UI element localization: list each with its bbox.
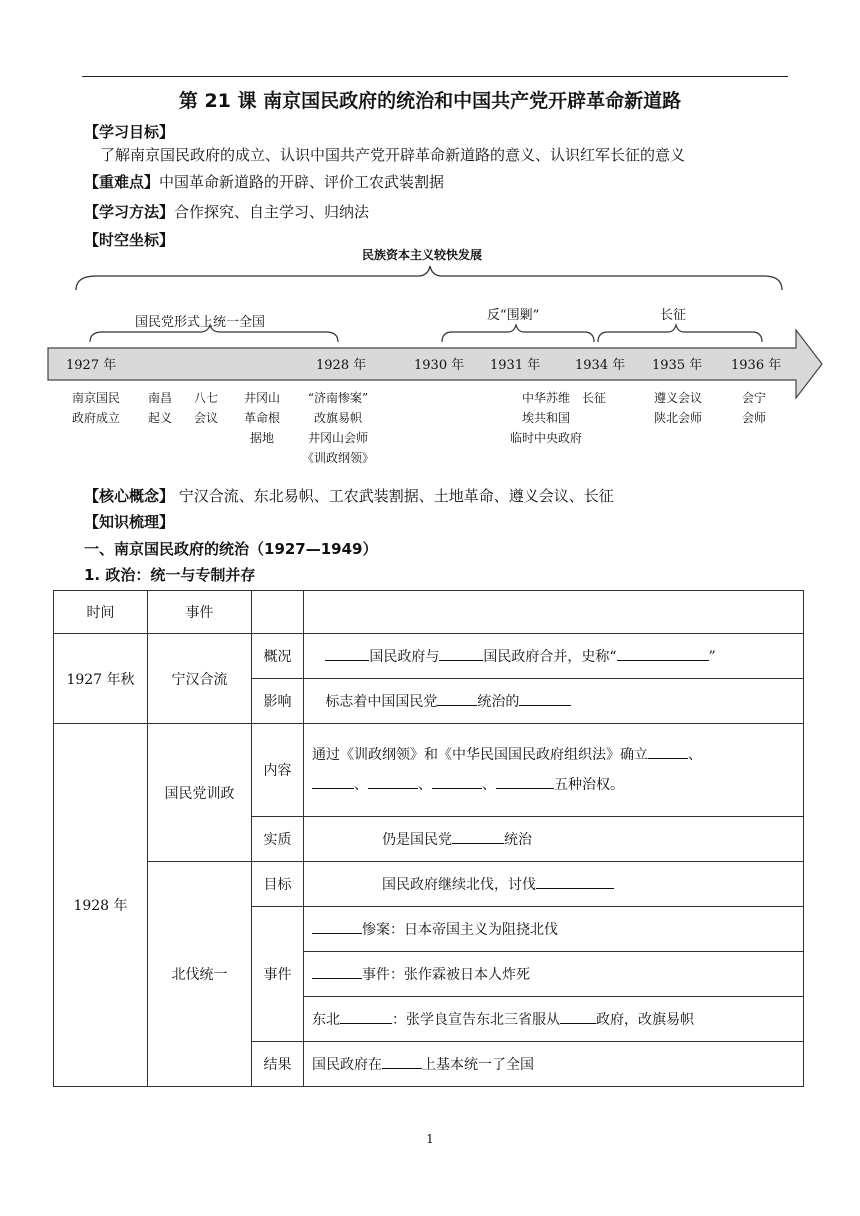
event-label: 会宁 会师 bbox=[741, 391, 766, 425]
page-title: 第 21 课 南京国民政府的统治和中国共产党开辟革命新道路 bbox=[178, 90, 682, 112]
page-number: 1 bbox=[426, 1132, 434, 1146]
key-text: 中国革命新道路的开辟、评价工农武装割据 bbox=[159, 173, 445, 191]
part1-title: 一、南京国民政府的统治（1927—1949） bbox=[84, 540, 378, 558]
year-label: 1936 年 bbox=[731, 358, 782, 373]
content-cell bbox=[304, 724, 804, 817]
blank[interactable] bbox=[432, 774, 482, 789]
blank[interactable] bbox=[452, 829, 504, 844]
content-cell bbox=[304, 679, 804, 724]
blank[interactable] bbox=[382, 1054, 422, 1069]
review-heading bbox=[84, 511, 174, 532]
event-label: 井冈山 革命根 据地 bbox=[243, 391, 280, 445]
content-text: 通过《训政纲领》和《中华民国国民政府组织法》确立 bbox=[312, 747, 648, 763]
time-cell: 1928 年 bbox=[54, 724, 148, 1087]
content-cell bbox=[304, 817, 804, 862]
blank[interactable] bbox=[312, 964, 362, 979]
content-text: 国民政府继续北伐，讨伐 bbox=[382, 877, 536, 893]
year-label: 1935 年 bbox=[652, 358, 703, 373]
mid-brace bbox=[442, 325, 594, 342]
event-label: 中华苏维 埃共和国 临时中央政府 bbox=[509, 391, 582, 445]
year-label: 1930 年 bbox=[414, 358, 465, 373]
content-text: 、 bbox=[688, 747, 702, 763]
event-label: 长征 bbox=[581, 391, 606, 405]
aspect-label: 目标 bbox=[252, 862, 304, 907]
core-text: 宁汉合流、东北易帜、工农武装割据、土地革命、遵义会议、长征 bbox=[174, 487, 614, 505]
blank[interactable] bbox=[617, 646, 709, 661]
content-text: 国民政府合并，史称“ bbox=[483, 649, 617, 665]
brace-right-label: 长征 bbox=[660, 308, 687, 323]
aspect-label: 事件 bbox=[252, 907, 304, 1042]
content-text: 统治 bbox=[504, 832, 532, 848]
content-cell bbox=[304, 1042, 804, 1087]
table-header-row bbox=[54, 591, 804, 634]
table-row bbox=[54, 634, 804, 679]
top-brace-label: 民族资本主义较快发展 bbox=[362, 248, 483, 262]
year-label: 1934 年 bbox=[575, 358, 626, 373]
event-label: 南京国民 政府成立 bbox=[71, 391, 120, 425]
content-text: 东北 bbox=[312, 1012, 340, 1028]
content-text: 国民政府在 bbox=[312, 1057, 382, 1073]
core-concepts-line bbox=[84, 485, 614, 506]
blank[interactable] bbox=[519, 691, 571, 706]
table-row bbox=[54, 724, 804, 817]
event-label: 南昌 起义 bbox=[147, 391, 172, 425]
blank[interactable] bbox=[368, 774, 418, 789]
content-cell bbox=[304, 634, 804, 679]
blank[interactable] bbox=[439, 646, 483, 661]
blank[interactable] bbox=[312, 919, 362, 934]
event-label: 遵义会议 陕北会师 bbox=[653, 391, 702, 425]
header-empty bbox=[304, 591, 804, 634]
top-brace bbox=[76, 266, 782, 290]
core-label: 【核心概念】 bbox=[84, 487, 175, 505]
blank[interactable] bbox=[437, 691, 477, 706]
blank[interactable] bbox=[560, 1009, 596, 1024]
content-text: 、 bbox=[418, 777, 432, 793]
aspect-label: 实质 bbox=[252, 817, 304, 862]
content-cell bbox=[304, 907, 804, 952]
right-brace bbox=[598, 325, 762, 342]
key-label: 【重难点】 bbox=[84, 173, 160, 191]
content-text: 上基本统一了全国 bbox=[422, 1057, 534, 1073]
blank[interactable] bbox=[312, 774, 354, 789]
content-text: 统治的 bbox=[477, 694, 520, 710]
sub1-title: 1. 政治：统一与专制并存 bbox=[84, 566, 256, 584]
blank[interactable] bbox=[648, 744, 688, 759]
blank[interactable] bbox=[340, 1009, 392, 1024]
content-text: 惨案：日本帝国主义为阻挠北伐 bbox=[362, 922, 558, 938]
content-cell bbox=[304, 997, 804, 1042]
content-text: ：张学良宣告东北三省服从 bbox=[392, 1012, 560, 1028]
aspect-label: 结果 bbox=[252, 1042, 304, 1087]
brace-mid-label: 反“围剿” bbox=[487, 308, 540, 323]
goal-label: 【学习目标】 bbox=[84, 123, 175, 141]
aspect-label: 概况 bbox=[252, 634, 304, 679]
content-text: 、 bbox=[354, 777, 368, 793]
aspect-label: 内容 bbox=[252, 724, 304, 817]
event-cell: 国民党训政 bbox=[148, 724, 252, 862]
content-text: 国民政府与 bbox=[369, 649, 440, 665]
header-empty bbox=[252, 591, 304, 634]
header-event: 事件 bbox=[148, 591, 252, 634]
content-text: 标志着中国国民党 bbox=[325, 694, 438, 710]
year-label: 1931 年 bbox=[490, 358, 541, 373]
content-text: 仍是国民党 bbox=[382, 832, 452, 848]
content-text: 政府，改旗易帜 bbox=[596, 1012, 694, 1028]
event-label: 八七 会议 bbox=[193, 391, 218, 425]
content-cell bbox=[304, 862, 804, 907]
blank[interactable] bbox=[496, 774, 554, 789]
aspect-label: 影响 bbox=[252, 679, 304, 724]
time-cell: 1927 年秋 bbox=[54, 634, 148, 724]
blank[interactable] bbox=[536, 874, 614, 889]
year-label: 1928 年 bbox=[316, 358, 367, 373]
method-text: 合作探究、自主学习、归纳法 bbox=[174, 203, 370, 221]
event-cell: 北伐统一 bbox=[148, 862, 252, 1087]
event-cell: 宁汉合流 bbox=[148, 634, 252, 724]
timeline-label: 【时空坐标】 bbox=[84, 231, 175, 249]
event-label: “济南惨案” 改旗易帜 井冈山会师 《训政纲领》 bbox=[301, 391, 374, 465]
content-text: ” bbox=[708, 649, 716, 665]
brace-left-label: 国民党形式上统一全国 bbox=[135, 315, 266, 330]
header-time: 时间 bbox=[54, 591, 148, 634]
goal-text: 了解南京国民政府的成立、认识中国共产党开辟革命新道路的意义、认识红军长征的意义 bbox=[100, 146, 686, 164]
method-label: 【学习方法】 bbox=[84, 203, 175, 221]
politics-table bbox=[53, 590, 804, 1087]
content-cell bbox=[304, 952, 804, 997]
content-text: 事件：张作霖被日本人炸死 bbox=[362, 967, 530, 983]
review-label: 【知识梳理】 bbox=[84, 513, 175, 531]
year-label: 1927 年 bbox=[66, 358, 117, 373]
table-row bbox=[54, 862, 804, 907]
content-text: 、 bbox=[482, 777, 496, 793]
content-text: 五种治权。 bbox=[554, 777, 624, 793]
blank[interactable] bbox=[325, 646, 369, 661]
